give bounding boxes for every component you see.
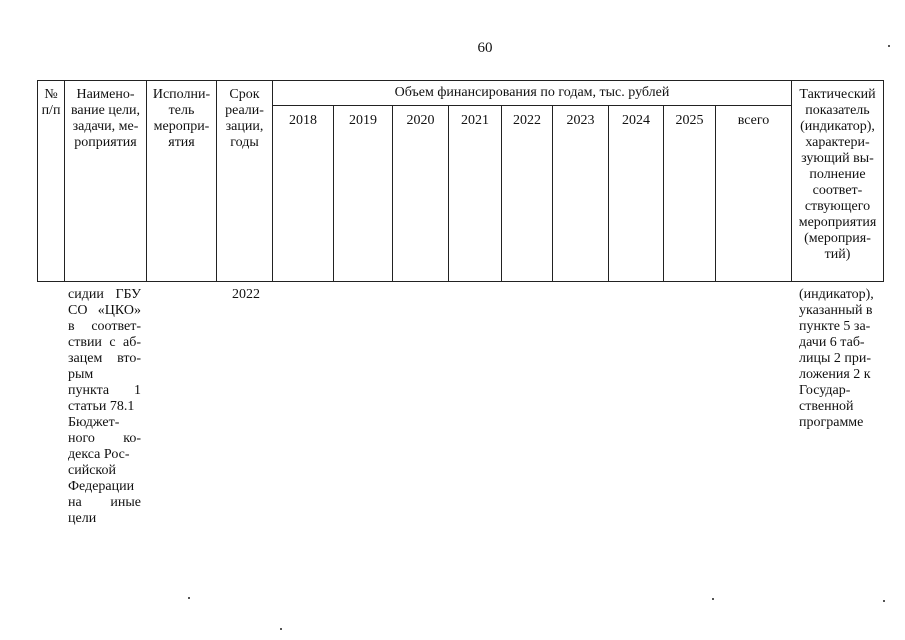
header-year-2019: 2019: [334, 106, 393, 282]
row-term-text: 2022: [232, 287, 260, 302]
tactical-line: указанный в: [799, 303, 873, 318]
name-line: рым: [68, 367, 94, 382]
tactical-line: ственной: [799, 399, 854, 414]
header-year-2024: 2024: [609, 106, 664, 282]
name-line: в соответ-: [68, 319, 141, 334]
name-line: цели: [68, 511, 97, 526]
header-year-2023: 2023: [553, 106, 609, 282]
name-line: зацем вто-: [68, 351, 141, 366]
name-line: декса Рос-: [68, 447, 130, 462]
tactical-line: пункте 5 за-: [799, 319, 871, 334]
tactical-line: Государ-: [799, 383, 851, 398]
name-line: ного ко-: [68, 431, 141, 446]
header-financing: Объем финансирования по годам, тыс. рублей: [273, 81, 792, 106]
scan-speck: [888, 45, 890, 47]
name-line: Бюджет-: [68, 415, 120, 430]
name-line: Федерации: [68, 479, 135, 494]
scan-speck: [883, 600, 885, 602]
header-year-2025: 2025: [664, 106, 716, 282]
header-year-2021: 2021: [449, 106, 502, 282]
tactical-line: дачи 6 таб-: [799, 335, 865, 350]
header-name: Наимено-вание цели, задачи, ме-роприятия: [65, 81, 147, 282]
name-line: пункта 1: [68, 383, 141, 398]
financing-table: [37, 80, 884, 282]
tactical-line: программе: [799, 415, 864, 430]
scan-speck: [712, 598, 714, 600]
row-tactical-text: [799, 287, 889, 431]
header-year-2020: 2020: [393, 106, 449, 282]
name-line: сийской: [68, 463, 116, 478]
header-year-2022: 2022: [502, 106, 553, 282]
header-term: Срок реали-зации, годы: [217, 81, 273, 282]
header-year-2018: 2018: [273, 106, 334, 282]
name-line: статьи 78.1: [68, 399, 135, 414]
name-line: СО «ЦКО»: [68, 303, 141, 318]
header-number: № п/п: [38, 81, 65, 282]
name-line: на иные: [68, 495, 141, 510]
tactical-line: ложения 2 к: [799, 367, 871, 382]
scan-speck: [188, 597, 190, 599]
header-total: всего: [716, 106, 792, 282]
row-name-text: [68, 287, 141, 527]
name-line: ствии с аб-: [68, 335, 141, 350]
tactical-line: (индикатор),: [799, 287, 874, 302]
page-number: 60: [477, 40, 493, 56]
tactical-line: лицы 2 при-: [799, 351, 872, 366]
header-executor: Исполни-тель меропри-ятия: [147, 81, 217, 282]
name-line: сидии ГБУ: [68, 287, 141, 302]
header-tactical: Тактический показатель (индикатор), характери-зующий вы-полнение соответ-ствующего мероприятия (мероприя-тий): [792, 81, 884, 282]
scan-speck: [280, 628, 282, 630]
